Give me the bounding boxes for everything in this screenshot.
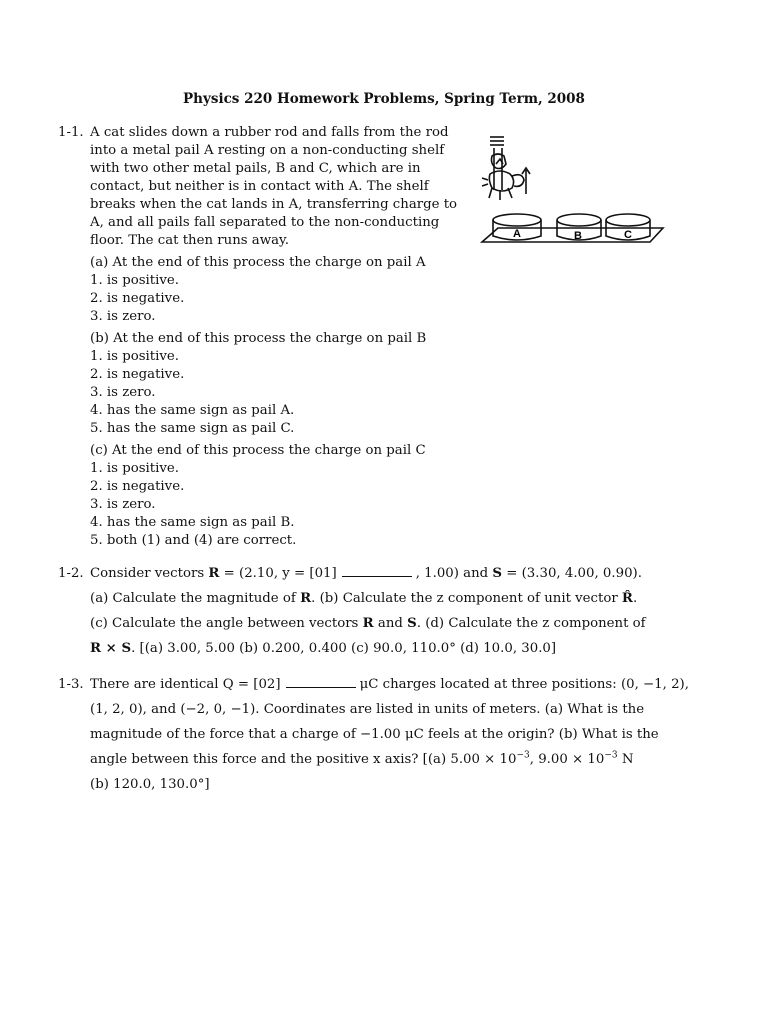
question-c: (c) At the end of this process the charge on pail C xyxy=(90,443,426,458)
problem-text: N xyxy=(617,752,634,767)
problem-text: = (3.30, 4.00, 0.90). xyxy=(502,566,642,581)
cat-pails-figure xyxy=(470,130,665,255)
problem-text: Consider vectors xyxy=(90,566,209,581)
exponent: −3 xyxy=(516,750,530,761)
problem-text: angle between this force and the positive x axis? [(a) 5.00 × 10 xyxy=(90,752,517,767)
problem-number: 1-3. xyxy=(58,677,84,692)
answer-key: (b) 120.0, 130.0°] xyxy=(90,777,210,792)
problem-text: floor. The cat then runs away. xyxy=(90,233,290,248)
problem-text: A, and all pails fall separated to the non-conducting xyxy=(90,215,440,230)
cross-product: R × S xyxy=(90,641,132,656)
question-a: (a) At the end of this process the charge on pail A xyxy=(90,255,426,270)
pail-a-label: A xyxy=(513,228,521,240)
choice: 2. is negative. xyxy=(90,367,185,382)
problem-1-1 xyxy=(58,124,457,550)
problem-text: magnitude of the force that a charge of −1.00 μC feels at the origin? (b) What is the xyxy=(90,727,659,742)
choice: 3. is zero. xyxy=(90,309,156,324)
problem-text: (c) Calculate the angle between vectors xyxy=(90,616,363,631)
problem-text: with two other metal pails, B and C, which are in xyxy=(90,161,421,176)
choice: 4. has the same sign as pail A. xyxy=(90,403,295,418)
answer-blank-02[interactable] xyxy=(286,676,356,688)
problem-1-3 xyxy=(58,672,689,797)
problem-text: . xyxy=(632,591,638,606)
choice: 2. is negative. xyxy=(90,479,185,494)
choice: 5. has the same sign as pail C. xyxy=(90,421,295,436)
problem-text: (1, 2, 0), and (−2, 0, −1). Coordinates are listed in units of meters. (a) What is the xyxy=(90,702,645,717)
problem-text: (a) Calculate the magnitude of xyxy=(90,591,301,606)
vector-r: R xyxy=(362,616,374,631)
problem-text: There are identical Q = [02] xyxy=(90,677,281,692)
pail-c-label: C xyxy=(624,229,632,241)
vector-s: S xyxy=(407,616,417,631)
problem-text: breaks when the cat lands in A, transferring charge to xyxy=(90,197,458,212)
problem-text: . (d) Calculate the z component of xyxy=(416,616,646,631)
choice: 3. is zero. xyxy=(90,497,156,512)
answer-key: . [(a) 3.00, 5.00 (b) 0.200, 0.400 (c) 90.0, 110.0° (d) 10.0, 30.0] xyxy=(131,641,557,656)
problem-1-2 xyxy=(58,561,646,661)
choice: 1. is positive. xyxy=(90,349,180,364)
choice: 5. both (1) and (4) are correct. xyxy=(90,533,297,548)
problem-number: 1-2. xyxy=(58,566,84,581)
vector-r: R xyxy=(300,591,312,606)
problem-text: = (2.10, y = [01] xyxy=(219,566,337,581)
choice: 1. is positive. xyxy=(90,461,180,476)
problem-number: 1-1. xyxy=(58,125,84,140)
page-title: Physics 220 Homework Problems, Spring Term, 2008 xyxy=(183,91,585,107)
problem-text: , 1.00) and xyxy=(415,566,493,581)
problem-text: A cat slides down a rubber rod and falls from the rod xyxy=(90,125,449,140)
choice: 4. has the same sign as pail B. xyxy=(90,515,295,530)
problem-text: μC charges located at three positions: (0, −1, 2), xyxy=(359,677,689,692)
problem-text: , 9.00 × 10 xyxy=(529,752,605,767)
choice: 2. is negative. xyxy=(90,291,185,306)
problem-text: . (b) Calculate the z component of unit vector xyxy=(311,591,622,606)
exponent: −3 xyxy=(604,750,618,761)
pail-b-label: B xyxy=(574,230,582,242)
choice: 3. is zero. xyxy=(90,385,156,400)
problem-text: into a metal pail A resting on a non-conducting shelf xyxy=(90,143,445,158)
vector-s: S xyxy=(492,566,503,581)
vector-r: R xyxy=(208,566,220,581)
problem-text: contact, but neither is in contact with A. The shelf xyxy=(90,179,429,194)
question-b: (b) At the end of this process the charge on pail B xyxy=(90,331,427,346)
answer-blank-01[interactable] xyxy=(342,565,412,577)
problem-text: and xyxy=(373,616,408,631)
choice: 1. is positive. xyxy=(90,273,180,288)
unit-vector-r: R̂ xyxy=(621,591,633,606)
